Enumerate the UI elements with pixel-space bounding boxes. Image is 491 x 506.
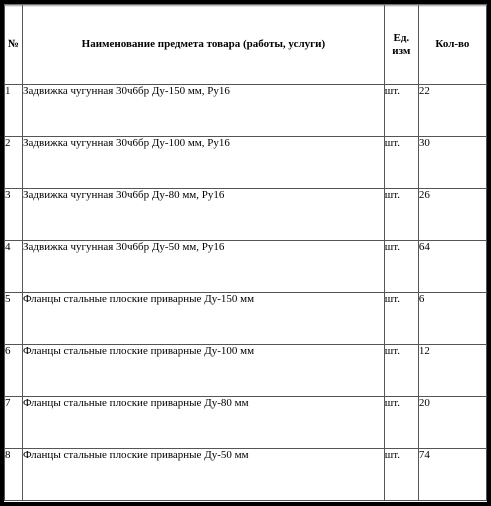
row-quantity: 20 (418, 397, 486, 449)
header-number: № (5, 5, 23, 85)
table-row (5, 293, 487, 345)
header-quantity: Кол-во (418, 5, 486, 85)
row-number: 8 (5, 449, 23, 501)
header-unit: Ед. изм (384, 5, 418, 85)
row-item-name: Задвижка чугунная 30ч6бр Ду-100 мм, Ру16 (23, 137, 385, 189)
row-number: 5 (5, 293, 23, 345)
row-number: 6 (5, 345, 23, 397)
row-number: 2 (5, 137, 23, 189)
row-quantity: 22 (418, 85, 486, 137)
row-unit: шт. (384, 397, 418, 449)
row-item-name: Задвижка чугунная 30ч6бр Ду-50 мм, Ру16 (23, 241, 385, 293)
row-item-name: Фланцы стальные плоские приварные Ду-50 мм (23, 449, 385, 501)
table-header-row (5, 5, 487, 85)
row-item-name: Фланцы стальные плоские приварные Ду-100 мм (23, 345, 385, 397)
goods-table (4, 4, 487, 501)
row-quantity: 6 (418, 293, 486, 345)
table-row (5, 85, 487, 137)
row-quantity: 12 (418, 345, 486, 397)
row-number: 1 (5, 85, 23, 137)
row-quantity: 30 (418, 137, 486, 189)
row-item-name: Задвижка чугунная 30ч6бр Ду-80 мм, Ру16 (23, 189, 385, 241)
row-number: 7 (5, 397, 23, 449)
row-quantity: 74 (418, 449, 486, 501)
table-row (5, 449, 487, 501)
row-unit: шт. (384, 137, 418, 189)
row-unit: шт. (384, 345, 418, 397)
table-row (5, 345, 487, 397)
row-number: 3 (5, 189, 23, 241)
row-unit: шт. (384, 241, 418, 293)
table-row (5, 397, 487, 449)
table-row (5, 189, 487, 241)
row-item-name: Задвижка чугунная 30ч6бр Ду-150 мм, Ру16 (23, 85, 385, 137)
row-number: 4 (5, 241, 23, 293)
row-item-name: Фланцы стальные плоские приварные Ду-150 мм (23, 293, 385, 345)
row-unit: шт. (384, 293, 418, 345)
row-quantity: 26 (418, 189, 486, 241)
row-quantity: 64 (418, 241, 486, 293)
document-page (4, 4, 487, 502)
header-item-name: Наименование предмета товара (работы, услуги) (23, 5, 385, 85)
row-unit: шт. (384, 449, 418, 501)
table-row (5, 137, 487, 189)
table-row (5, 241, 487, 293)
row-unit: шт. (384, 189, 418, 241)
row-unit: шт. (384, 85, 418, 137)
row-item-name: Фланцы стальные плоские приварные Ду-80 мм (23, 397, 385, 449)
